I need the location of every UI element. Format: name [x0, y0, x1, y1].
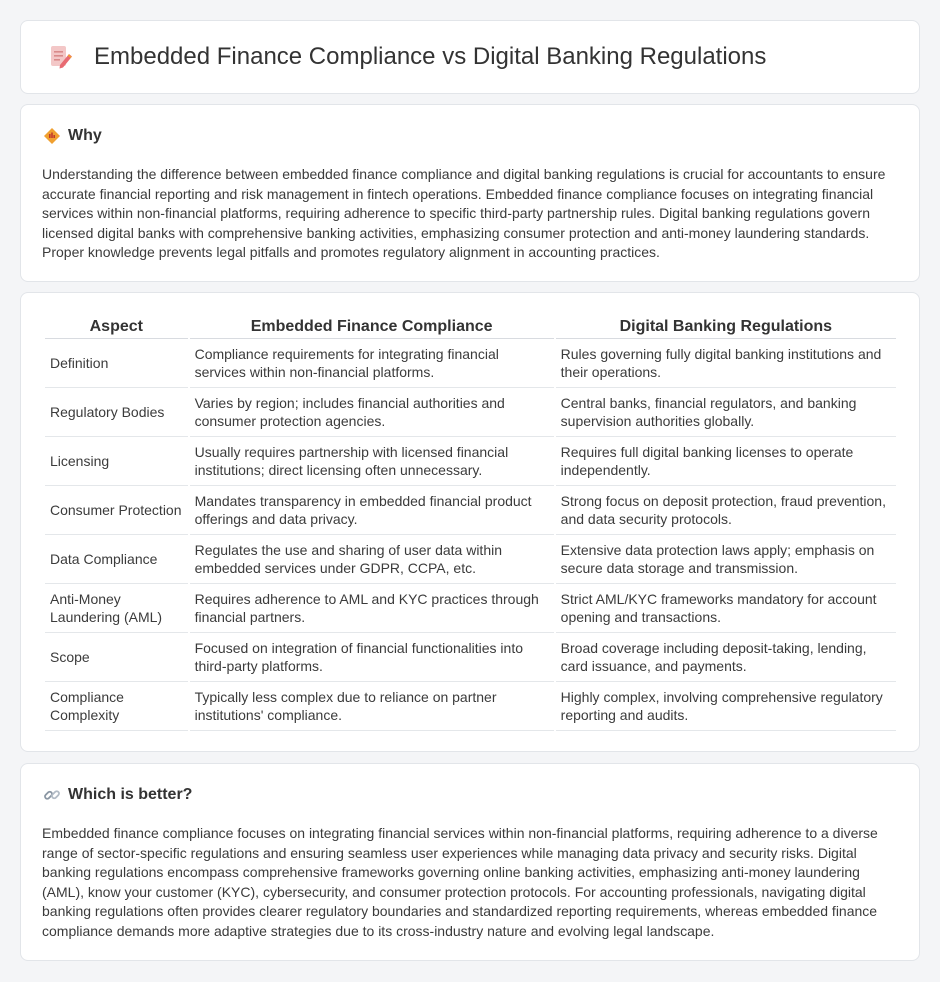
aspect-cell: Licensing: [45, 437, 188, 486]
digital-cell: Extensive data protection laws apply; emphasis on secure data storage and transmission.: [556, 535, 896, 584]
digital-cell: Rules governing fully digital banking institutions and their operations.: [556, 339, 896, 388]
title-card: [20, 20, 920, 94]
aspect-cell: Scope: [45, 633, 188, 682]
aspect-cell: Consumer Protection: [45, 486, 188, 535]
aspect-cell: Data Compliance: [45, 535, 188, 584]
header-digital: Digital Banking Regulations: [556, 315, 896, 339]
better-heading: [43, 786, 192, 804]
table-row: [45, 682, 896, 731]
comparison-table: [43, 315, 898, 731]
better-title: Which is better?: [68, 786, 193, 803]
better-text: Embedded finance compliance focuses on integrating financial services within non-financial platforms, requiring adherence to a diverse range of sector-specific regulations and ensuring seamless user experiences while managing data privacy and security risks. Digital banking regulations encompass comprehensive frameworks governing online banking activities, emphasizing anti-money laundering (AML), know your customer (KYC), cybersecurity, and consumer protection protocols. For accounting professionals, navigating digital banking regulations often provides clearer regulatory boundaries and standardized reporting requirements, whereas embedded finance compliance demands more adaptive strategies due to its cross-industry nature and evolving legal landscape.: [42, 825, 878, 939]
header-embedded: Embedded Finance Compliance: [190, 315, 554, 339]
digital-cell: Highly complex, involving comprehensive regulatory reporting and audits.: [556, 682, 896, 731]
why-heading: [43, 127, 102, 145]
embedded-cell: Regulates the use and sharing of user data within embedded services under GDPR, CCPA, etc.: [190, 535, 554, 584]
diamond-signal-icon: [43, 127, 61, 145]
page-title: Embedded Finance Compliance vs Digital Banking Regulations: [94, 43, 767, 70]
table-row: [45, 633, 896, 682]
digital-cell: Broad coverage including deposit-taking, lending, card issuance, and payments.: [556, 633, 896, 682]
aspect-cell: Anti-Money Laundering (AML): [45, 584, 188, 633]
digital-cell: Strong focus on deposit protection, fraud prevention, and data security protocols.: [556, 486, 896, 535]
embedded-cell: Usually requires partnership with licensed financial institutions; direct licensing often unnecessary.: [190, 437, 554, 486]
table-header-row: [45, 315, 896, 339]
aspect-cell: Regulatory Bodies: [45, 388, 188, 437]
comparison-section: [20, 292, 920, 752]
why-section: [20, 104, 920, 282]
digital-cell: Central banks, financial regulators, and banking supervision authorities globally.: [556, 388, 896, 437]
embedded-cell: Typically less complex due to reliance on partner institutions' compliance.: [190, 682, 554, 731]
embedded-cell: Focused on integration of financial functionalities into third-party platforms.: [190, 633, 554, 682]
embedded-cell: Requires adherence to AML and KYC practices through financial partners.: [190, 584, 554, 633]
aspect-cell: Compliance Complexity: [45, 682, 188, 731]
which-better-section: [20, 763, 920, 961]
table-row: [45, 535, 896, 584]
why-text: Understanding the difference between embedded finance compliance and digital banking regulations is crucial for accountants to ensure accurate financial reporting and risk management in fintech operations. Embedded finance compliance focuses on integrating financial services within non-financial platforms, requiring adherence to specific third-party partnership rules. Digital banking regulations govern licensed digital banks with comprehensive banking activities, emphasizing consumer protection and anti-money laundering standards. Proper knowledge prevents legal pitfalls and promotes regulatory alignment in accounting practices.: [42, 166, 886, 261]
embedded-cell: Mandates transparency in embedded financial product offerings and data privacy.: [190, 486, 554, 535]
table-row: [45, 584, 896, 633]
table-row: [45, 339, 896, 388]
table-row: [45, 388, 896, 437]
digital-cell: Requires full digital banking licenses to operate independently.: [556, 437, 896, 486]
document-pen-icon: [46, 43, 74, 71]
header-aspect: Aspect: [45, 315, 188, 339]
title-row: [21, 21, 919, 93]
why-title: Why: [68, 127, 102, 144]
link-icon: [43, 786, 61, 804]
embedded-cell: Varies by region; includes financial authorities and consumer protection agencies.: [190, 388, 554, 437]
table-row: [45, 486, 896, 535]
digital-cell: Strict AML/KYC frameworks mandatory for account opening and transactions.: [556, 584, 896, 633]
table-row: [45, 437, 896, 486]
aspect-cell: Definition: [45, 339, 188, 388]
embedded-cell: Compliance requirements for integrating financial services within non-financial platforms.: [190, 339, 554, 388]
